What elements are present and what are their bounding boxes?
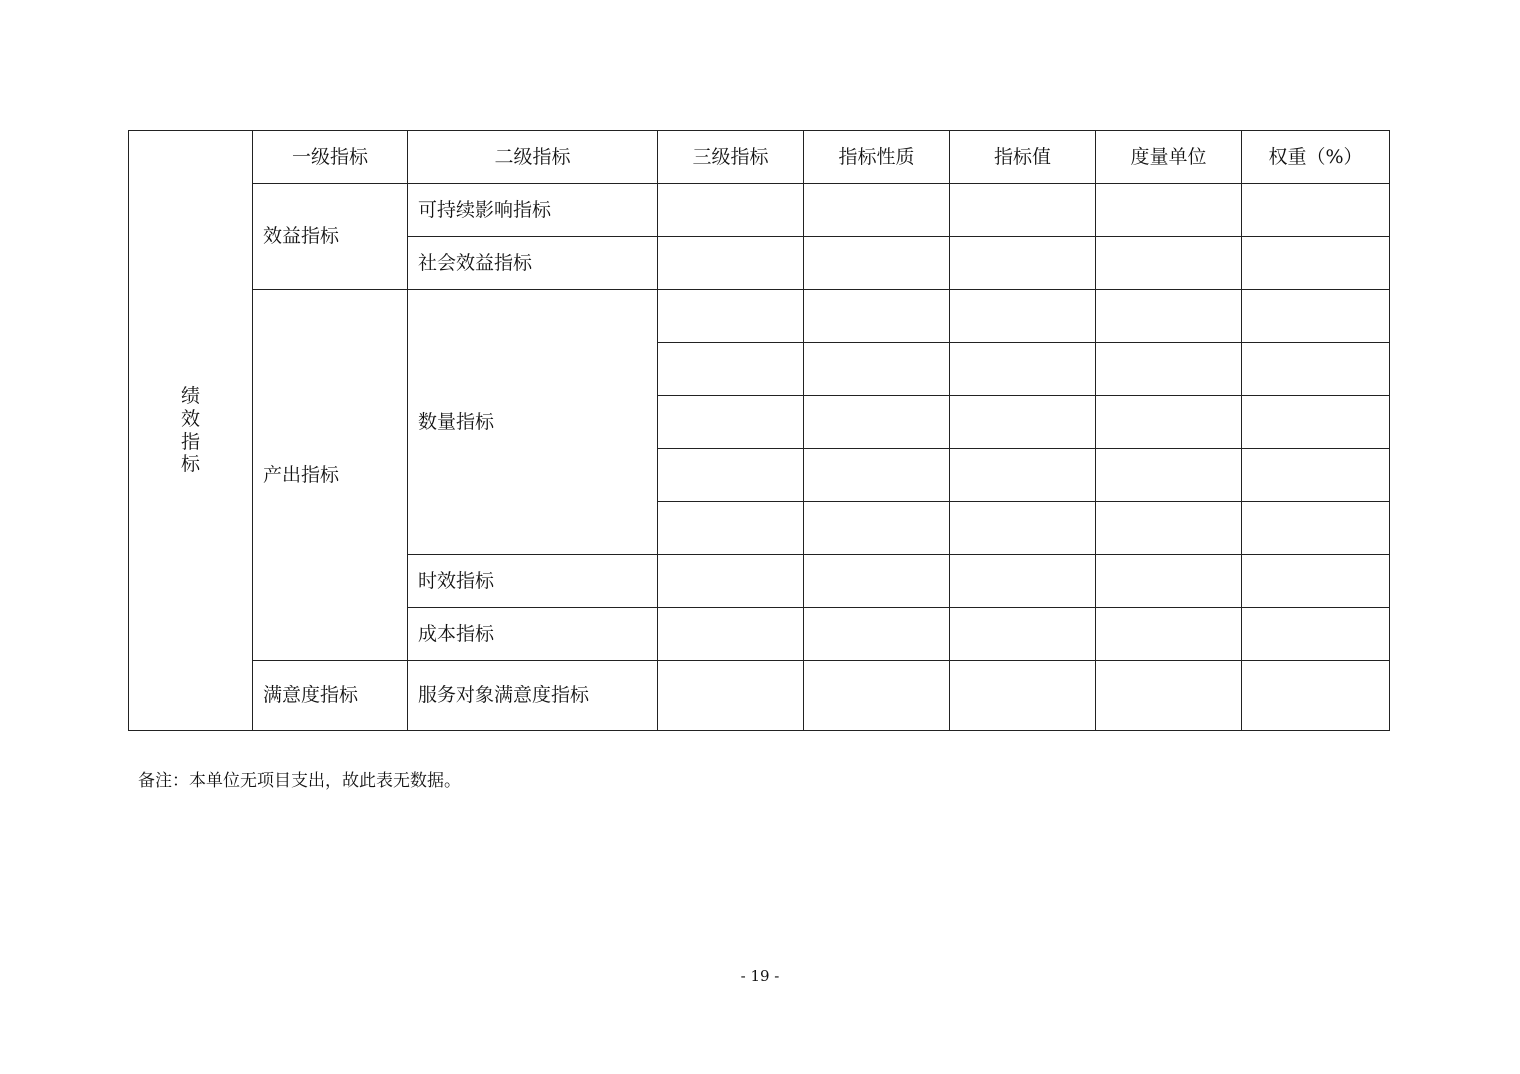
header-indicator-nature: 指标性质 <box>804 131 950 184</box>
table-footnote: 备注：本单位无项目支出，故此表无数据。 <box>138 771 461 791</box>
empty-cell <box>804 343 950 396</box>
empty-cell <box>1242 661 1390 731</box>
table-row <box>129 661 1390 731</box>
empty-cell <box>950 184 1096 237</box>
empty-cell <box>658 661 804 731</box>
table-row <box>129 290 1390 343</box>
level2-sustainable-impact-indicator: 可持续影响指标 <box>408 184 658 237</box>
level1-satisfaction-indicator: 满意度指标 <box>253 661 408 731</box>
performance-indicator-side-label <box>129 131 253 731</box>
level2-social-benefit-indicator: 社会效益指标 <box>408 237 658 290</box>
level2-quantity-indicator: 数量指标 <box>408 290 658 555</box>
side-label-char: 指 <box>180 430 200 453</box>
level2-service-satisfaction-indicator: 服务对象满意度指标 <box>408 661 658 731</box>
empty-cell <box>950 449 1096 502</box>
empty-cell <box>804 661 950 731</box>
empty-cell <box>658 343 804 396</box>
level1-output-indicator: 产出指标 <box>253 290 408 661</box>
empty-cell <box>1242 608 1390 661</box>
empty-cell <box>1096 449 1242 502</box>
empty-cell <box>950 237 1096 290</box>
empty-cell <box>804 237 950 290</box>
empty-cell <box>658 396 804 449</box>
empty-cell <box>950 396 1096 449</box>
empty-cell <box>1096 608 1242 661</box>
empty-cell <box>1242 237 1390 290</box>
empty-cell <box>1242 290 1390 343</box>
empty-cell <box>950 661 1096 731</box>
level2-timeliness-indicator: 时效指标 <box>408 555 658 608</box>
empty-cell <box>950 608 1096 661</box>
empty-cell <box>804 290 950 343</box>
side-label-char: 标 <box>180 453 200 476</box>
empty-cell <box>1096 343 1242 396</box>
empty-cell <box>658 502 804 555</box>
empty-cell <box>658 608 804 661</box>
side-label-char: 绩 <box>180 384 200 407</box>
empty-cell <box>1096 661 1242 731</box>
empty-cell <box>950 343 1096 396</box>
empty-cell <box>804 184 950 237</box>
empty-cell <box>1242 555 1390 608</box>
empty-cell <box>1242 184 1390 237</box>
empty-cell <box>1096 184 1242 237</box>
empty-cell <box>1242 502 1390 555</box>
empty-cell <box>658 237 804 290</box>
empty-cell <box>950 502 1096 555</box>
empty-cell <box>950 290 1096 343</box>
empty-cell <box>1096 237 1242 290</box>
empty-cell <box>804 449 950 502</box>
performance-indicator-table <box>128 130 1390 731</box>
empty-cell <box>1242 343 1390 396</box>
level1-benefit-indicator: 效益指标 <box>253 184 408 290</box>
empty-cell <box>950 555 1096 608</box>
header-weight-percent: 权重（%） <box>1242 131 1390 184</box>
empty-cell <box>658 290 804 343</box>
empty-cell <box>1096 290 1242 343</box>
empty-cell <box>1096 396 1242 449</box>
header-indicator-value: 指标值 <box>950 131 1096 184</box>
header-measurement-unit: 度量单位 <box>1096 131 1242 184</box>
header-level3-indicator: 三级指标 <box>658 131 804 184</box>
empty-cell <box>804 502 950 555</box>
empty-cell <box>1242 396 1390 449</box>
empty-cell <box>658 449 804 502</box>
empty-cell <box>804 608 950 661</box>
page-number: - 19 - <box>740 967 780 985</box>
empty-cell <box>1242 449 1390 502</box>
empty-cell <box>1096 502 1242 555</box>
table-header-row <box>129 131 1390 184</box>
empty-cell <box>658 184 804 237</box>
empty-cell <box>804 555 950 608</box>
level2-cost-indicator: 成本指标 <box>408 608 658 661</box>
side-label-char: 效 <box>180 407 200 430</box>
header-level2-indicator: 二级指标 <box>408 131 658 184</box>
header-level1-indicator: 一级指标 <box>253 131 408 184</box>
empty-cell <box>804 396 950 449</box>
table-row <box>129 184 1390 237</box>
empty-cell <box>658 555 804 608</box>
empty-cell <box>1096 555 1242 608</box>
